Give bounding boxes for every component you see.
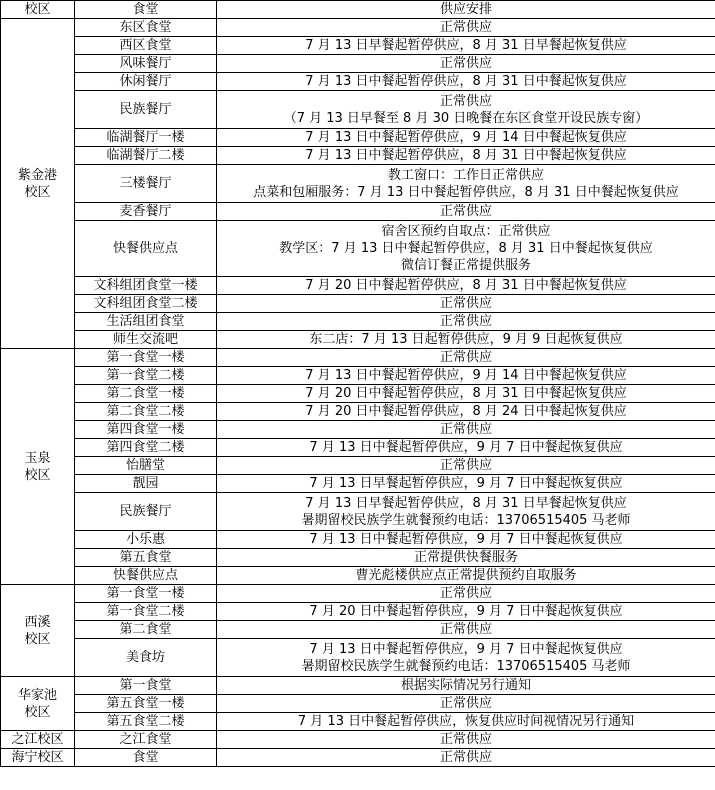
campus-name-line: 之江校区	[11, 732, 64, 747]
table-row	[1, 749, 715, 767]
arrangement-line: 7 月 13 日早餐起暂停供应，8 月 31 日早餐起恢复供应	[305, 38, 627, 53]
arrangement-cell	[217, 165, 715, 203]
canteen-name: 靓园	[75, 475, 217, 493]
campus-cell	[1, 677, 75, 731]
table-row	[1, 585, 715, 603]
table-row	[1, 385, 715, 403]
table-row	[1, 439, 715, 457]
arrangement-line: 正常供应	[439, 314, 492, 329]
arrangement-cell	[217, 695, 715, 713]
canteen-name: 西区食堂	[75, 37, 217, 55]
arrangement-line: 7 月 13 日中餐起暂停供应，9 月 7 日中餐起恢复供应	[309, 641, 623, 657]
table-row	[1, 531, 715, 549]
arrangement-line: 7 月 13 日中餐起暂停供应，9 月 14 日中餐起恢复供应	[305, 368, 627, 383]
canteen-name: 美食坊	[75, 639, 217, 677]
canteen-name: 临湖餐厅一楼	[75, 129, 217, 147]
campus-name-line: 紫金港	[17, 167, 57, 183]
arrangement-cell	[217, 621, 715, 639]
arrangement-cell	[217, 385, 715, 403]
canteen-name: 东区食堂	[75, 19, 217, 37]
header-campus: 校区	[1, 1, 75, 19]
table-row	[1, 475, 715, 493]
canteen-name: 食堂	[75, 749, 217, 767]
arrangement-cell	[217, 313, 715, 331]
canteen-name: 第五食堂二楼	[75, 713, 217, 731]
table-row	[1, 713, 715, 731]
arrangement-cell	[217, 421, 715, 439]
campus-name-line: 校区	[24, 704, 51, 720]
header-row	[1, 1, 715, 19]
arrangement-line: 正常供应	[439, 586, 492, 601]
arrangement-cell	[217, 129, 715, 147]
arrangement-line: （7 月 13 日早餐至 8 月 30 日晚餐在东区食堂开设民族专窗）	[283, 110, 649, 126]
table-row	[1, 165, 715, 203]
table-row	[1, 695, 715, 713]
arrangement-line: 宿舍区预约自取点：正常供应	[381, 224, 551, 239]
canteen-name: 第四食堂二楼	[75, 439, 217, 457]
canteen-name: 风味餐厅	[75, 55, 217, 73]
canteen-name: 民族餐厅	[75, 91, 217, 129]
arrangement-line: 正常供应	[439, 732, 492, 747]
arrangement-line: 7 月 13 日中餐起暂停供应，9 月 7 日中餐起恢复供应	[309, 532, 623, 547]
table-row	[1, 37, 715, 55]
arrangement-line: 正常供应	[439, 56, 492, 71]
table-row	[1, 19, 715, 37]
arrangement-cell	[217, 585, 715, 603]
arrangement-cell	[217, 277, 715, 295]
campus-cell	[1, 585, 75, 677]
campus-name-line: 海宁校区	[11, 750, 64, 765]
table-row	[1, 567, 715, 585]
table-row	[1, 277, 715, 295]
arrangement-line: 7 月 13 日中餐起暂停供应，9 月 7 日中餐起恢复供应	[309, 440, 623, 455]
arrangement-line: 7 月 13 日中餐起暂停供应，9 月 14 日中餐起恢复供应	[305, 130, 627, 145]
canteen-name: 第一食堂一楼	[75, 349, 217, 367]
table-row	[1, 421, 715, 439]
table-row	[1, 55, 715, 73]
arrangement-cell	[217, 603, 715, 621]
table-row	[1, 295, 715, 313]
arrangement-cell	[217, 147, 715, 165]
arrangement-line: 正常供应	[439, 20, 492, 35]
canteen-name: 第一食堂一楼	[75, 585, 217, 603]
campus-name-line: 校区	[24, 184, 51, 200]
arrangement-line: 微信订餐正常提供服务	[400, 258, 531, 273]
canteen-name: 麦香餐厅	[75, 203, 217, 221]
arrangement-cell	[217, 403, 715, 421]
canteen-name: 小乐惠	[75, 531, 217, 549]
table-body	[1, 19, 715, 767]
canteen-name: 第一食堂二楼	[75, 603, 217, 621]
table-row	[1, 349, 715, 367]
canteen-name: 文科组团食堂二楼	[75, 295, 217, 313]
campus-name-line: 华家池	[17, 687, 57, 703]
arrangement-line: 正常提供快餐服务	[413, 550, 518, 565]
arrangement-line: 7 月 13 日中餐起暂停供应，8 月 31 日中餐起恢复供应	[305, 74, 627, 89]
arrangement-line: 7 月 20 日中餐起暂停供应，9 月 7 日中餐起恢复供应	[309, 604, 623, 619]
arrangement-cell	[217, 567, 715, 585]
campus-cell	[1, 749, 75, 767]
arrangement-cell	[217, 37, 715, 55]
canteen-name: 休闲餐厅	[75, 73, 217, 91]
campus-cell	[1, 349, 75, 585]
arrangement-cell	[217, 531, 715, 549]
canteen-name: 第二食堂一楼	[75, 385, 217, 403]
table-row	[1, 73, 715, 91]
canteen-name: 文科组团食堂一楼	[75, 277, 217, 295]
arrangement-line: 正常供应	[439, 750, 492, 765]
arrangement-line: 7 月 20 日中餐起暂停供应，8 月 31 日中餐起恢复供应	[305, 278, 627, 293]
arrangement-cell	[217, 493, 715, 531]
arrangement-line: 暑期留校民族学生就餐预约电话：13706515405 马老师	[301, 512, 631, 528]
arrangement-cell	[217, 457, 715, 475]
table-row	[1, 403, 715, 421]
arrangement-cell	[217, 549, 715, 567]
campus-name-line: 西溪	[24, 614, 51, 630]
arrangement-line: 点菜和包厢服务：7 月 13 日中餐起暂停供应，8 月 31 日中餐起恢复供应	[253, 184, 679, 200]
table-row	[1, 367, 715, 385]
canteen-name: 第二食堂二楼	[75, 403, 217, 421]
campus-cell	[1, 731, 75, 749]
canteen-name: 之江食堂	[75, 731, 217, 749]
arrangement-cell	[217, 55, 715, 73]
campus-name-line: 玉泉	[24, 450, 51, 466]
arrangement-cell	[217, 295, 715, 313]
arrangement-line: 7 月 13 日早餐起暂停供应，9 月 7 日中餐起恢复供应	[309, 476, 623, 491]
arrangement-line: 教学区：7 月 13 日中餐起暂停供应，8 月 31 日中餐起恢复供应	[279, 241, 653, 256]
arrangement-cell	[217, 439, 715, 457]
table-row	[1, 203, 715, 221]
table-row	[1, 493, 715, 531]
arrangement-line: 7 月 13 日中餐起暂停供应，8 月 31 日中餐起恢复供应	[305, 148, 627, 163]
canteen-name: 快餐供应点	[75, 221, 217, 277]
arrangement-cell	[217, 713, 715, 731]
arrangement-cell	[217, 331, 715, 349]
arrangement-cell	[217, 639, 715, 677]
header-canteen: 食堂	[75, 1, 217, 19]
arrangement-line: 正常供应	[439, 622, 492, 637]
header-arrangement: 供应安排	[217, 1, 715, 19]
canteen-name: 快餐供应点	[75, 567, 217, 585]
arrangement-line: 根据实际情况另行通知	[400, 678, 531, 693]
arrangement-line: 7 月 13 日早餐起暂停供应，8 月 31 日早餐起恢复供应	[305, 495, 627, 511]
campus-name-line: 校区	[24, 631, 51, 647]
canteen-name: 第一食堂二楼	[75, 367, 217, 385]
table-row	[1, 221, 715, 277]
arrangement-cell	[217, 19, 715, 37]
campus-name-line: 校区	[24, 467, 51, 483]
canteen-name: 临湖餐厅二楼	[75, 147, 217, 165]
arrangement-cell	[217, 91, 715, 129]
canteen-name: 第四食堂一楼	[75, 421, 217, 439]
canteen-name: 第五食堂一楼	[75, 695, 217, 713]
arrangement-line: 正常供应	[439, 422, 492, 437]
arrangement-cell	[217, 749, 715, 767]
arrangement-cell	[217, 367, 715, 385]
table-row	[1, 313, 715, 331]
arrangement-cell	[217, 349, 715, 367]
arrangement-cell	[217, 203, 715, 221]
arrangement-line: 东二店：7 月 13 日起暂停供应，9 月 9 日起恢复供应	[309, 332, 623, 347]
table-row	[1, 331, 715, 349]
table-row	[1, 129, 715, 147]
arrangement-cell	[217, 73, 715, 91]
arrangement-line: 7 月 13 日中餐起暂停供应，恢复供应时间视情况另行通知	[297, 714, 635, 729]
arrangement-line: 7 月 20 日中餐起暂停供应，8 月 24 日中餐起恢复供应	[305, 404, 627, 419]
arrangement-line: 正常供应	[439, 458, 492, 473]
table-row	[1, 603, 715, 621]
canteen-name: 第一食堂	[75, 677, 217, 695]
arrangement-line: 正常供应	[439, 296, 492, 311]
table-row	[1, 639, 715, 677]
table-row	[1, 731, 715, 749]
table-row	[1, 549, 715, 567]
canteen-name: 师生交流吧	[75, 331, 217, 349]
arrangement-line: 暑期留校民族学生就餐预约电话：13706515405 马老师	[301, 658, 631, 674]
table-row	[1, 457, 715, 475]
arrangement-cell	[217, 475, 715, 493]
canteen-name: 民族餐厅	[75, 493, 217, 531]
arrangement-cell	[217, 677, 715, 695]
campus-cell	[1, 19, 75, 349]
canteen-name: 三楼餐厅	[75, 165, 217, 203]
table-row	[1, 677, 715, 695]
table-row	[1, 91, 715, 129]
table-row	[1, 621, 715, 639]
canteen-name: 怡膳堂	[75, 457, 217, 475]
arrangement-line: 7 月 20 日中餐起暂停供应，8 月 31 日中餐起恢复供应	[305, 386, 627, 401]
arrangement-cell	[217, 731, 715, 749]
arrangement-line: 曹光彪楼供应点正常提供预约自取服务	[355, 568, 577, 583]
arrangement-cell	[217, 221, 715, 277]
canteen-name: 生活组团食堂	[75, 313, 217, 331]
arrangement-line: 正常供应	[439, 696, 492, 711]
canteen-name: 第二食堂	[75, 621, 217, 639]
arrangement-line: 正常供应	[439, 350, 492, 365]
arrangement-line: 正常供应	[439, 204, 492, 219]
arrangement-line: 教工窗口：工作日正常供应	[387, 167, 544, 183]
canteen-name: 第五食堂	[75, 549, 217, 567]
arrangement-line: 正常供应	[439, 93, 492, 109]
table-row	[1, 147, 715, 165]
